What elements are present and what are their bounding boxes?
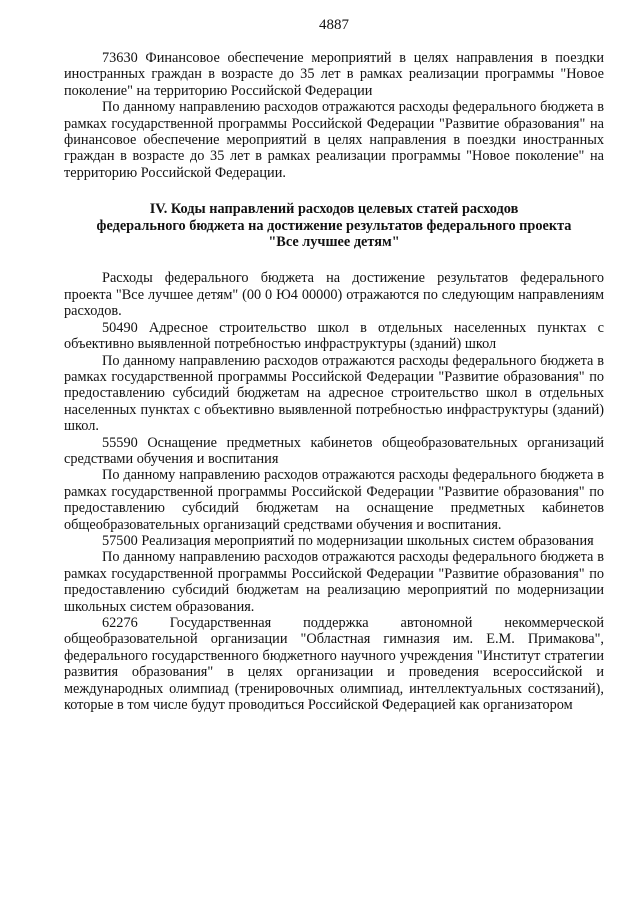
section-heading-line-3: "Все лучшее детям": [268, 234, 400, 251]
section-heading-line-1: IV. Коды направлений расходов целевых статей расходов: [149, 201, 519, 218]
section-heading-line-2: федерального бюджета на достижение результатов федерального проекта: [96, 217, 572, 234]
page-number: 4887: [319, 17, 349, 33]
paragraph-50490-description: По данному направлению расходов отражаются расходы федерального бюджета в рамках государственной программы Российской Федерации "Развитие образования" по предоставлению субсидий бюджетам на адресное строительство школ в отдельных населенных пунктах с объективно выявленной потребностью инфраструктуры (зданий) школ.: [64, 352, 604, 435]
paragraph-50490-title: 50490 Адресное строительство школ в отдельных населенных пунктах с объективно выявленной потребностью инфраструктуры (зданий) школ: [64, 319, 604, 353]
paragraph-55590-title: 55590 Оснащение предметных кабинетов общеобразовательных организаций средствами обучения и воспитания: [64, 434, 604, 467]
paragraph-62276-title: 62276 Государственная поддержка автономной некоммерческой общеобразовательной организации "Областная гимназия им. Е.М. Примакова", федерального государственного бюджетного научного учреждения "Институт стратегии развития образования" в целях организации и проведения всероссийской и международных олимпиад (тренировочных олимпиад, интеллектуальных состязаний), которые в том числе будут проводиться Российской Федерацией как организатором: [64, 615, 604, 714]
paragraph-57500-description: По данному направлению расходов отражаются расходы федерального бюджета в рамках государственной программы Российской Федерации "Развитие образования" по предоставлению субсидий бюджетам на реализацию мероприятий по модернизации школьных систем образования.: [64, 549, 604, 615]
section-heading: [64, 201, 604, 250]
paragraph-55590-description: По данному направлению расходов отражаются расходы федерального бюджета в рамках государственной программы Российской Федерации "Развитие образования" по предоставлению субсидий бюджетам на оснащение предметных кабинетов общеобразовательных организаций средствами обучения и воспитания.: [64, 467, 604, 533]
paragraph-73630-description: По данному направлению расходов отражаются расходы федерального бюджета в рамках государственной программы Российской Федерации "Развитие образования" на финансовое обеспечение мероприятий в целях направления в поездки иностранных граждан в возрасте до 35 лет в рамках реализации программы "Новое поколение" на территорию Российской Федерации.: [64, 99, 604, 181]
paragraph-57500-title: 57500 Реализация мероприятий по модернизации школьных систем образования: [102, 532, 594, 549]
paragraph-intro: Расходы федерального бюджета на достижение результатов федерального проекта "Все лучшее детям" (00 0 Ю4 00000) отражаются по следующим направлениям расходов.: [64, 270, 604, 320]
paragraph-73630-title: 73630 Финансовое обеспечение мероприятий в целях направления в поездки иностранных граждан в возрасте до 35 лет в рамках реализации программы "Новое поколение" на территорию Российской Федерации: [64, 50, 604, 99]
document-body: [64, 50, 604, 713]
